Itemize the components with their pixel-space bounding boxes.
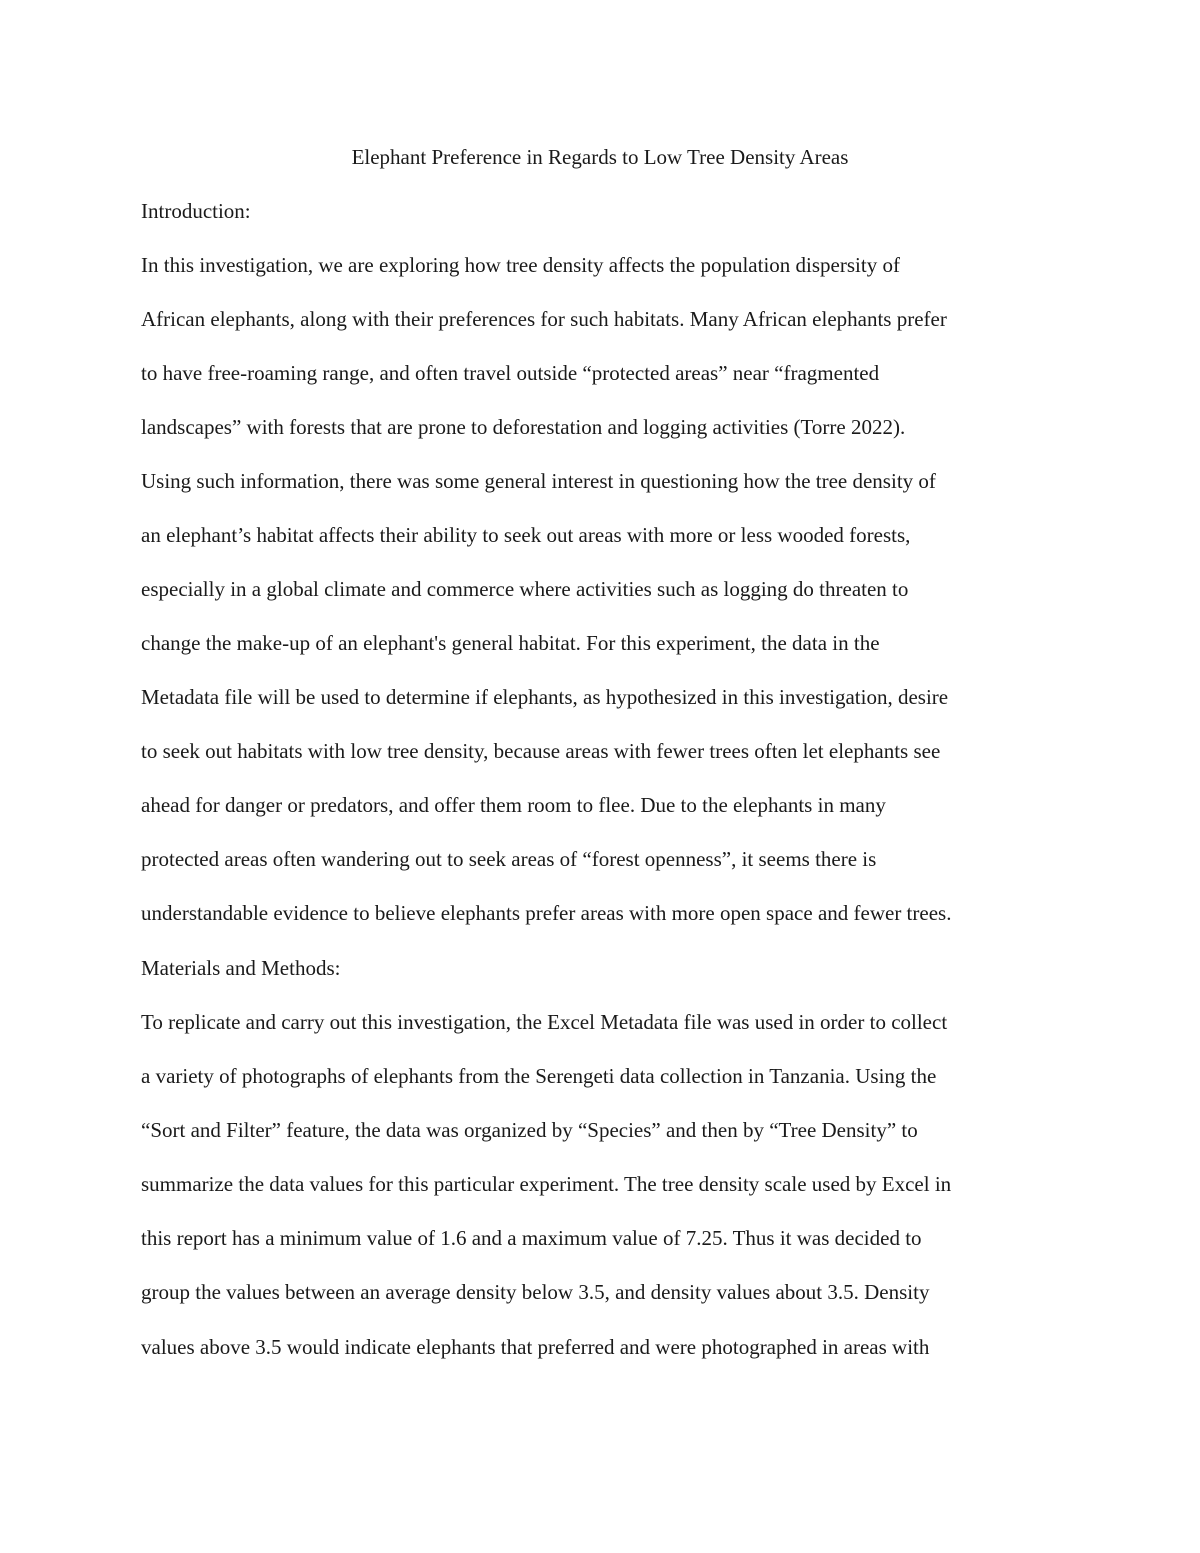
introduction-line: In this investigation, we are exploring how tree density affects the population dispersity of: [141, 253, 900, 277]
introduction-heading: Introduction:: [141, 199, 251, 223]
introduction-line: change the make-up of an elephant's general habitat. For this experiment, the data in the: [141, 631, 880, 655]
introduction-line: understandable evidence to believe elephants prefer areas with more open space and fewer trees.: [141, 901, 952, 925]
introduction-line: ahead for danger or predators, and offer them room to flee. Due to the elephants in many: [141, 793, 886, 817]
introduction-line: Using such information, there was some general interest in questioning how the tree density of: [141, 469, 936, 493]
introduction-line: an elephant’s habitat affects their ability to seek out areas with more or less wooded forests,: [141, 523, 911, 547]
introduction-line: to seek out habitats with low tree density, because areas with fewer trees often let elephants see: [141, 739, 941, 763]
methods-line: this report has a minimum value of 1.6 and a maximum value of 7.25. Thus it was decided to: [141, 1226, 922, 1250]
methods-line: a variety of photographs of elephants from the Serengeti data collection in Tanzania. Using the: [141, 1064, 937, 1088]
introduction-line: African elephants, along with their preferences for such habitats. Many African elephants prefer: [141, 307, 947, 331]
methods-line: “Sort and Filter” feature, the data was organized by “Species” and then by “Tree Density” to: [141, 1118, 918, 1142]
introduction-line: especially in a global climate and commerce where activities such as logging do threaten to: [141, 577, 909, 601]
introduction-line: landscapes” with forests that are prone to deforestation and logging activities (Torre 2022).: [141, 415, 906, 439]
introduction-line: to have free-roaming range, and often travel outside “protected areas” near “fragmented: [141, 361, 880, 385]
methods-line: values above 3.5 would indicate elephants that preferred and were photographed in areas with: [141, 1335, 930, 1359]
introduction-line: Metadata file will be used to determine if elephants, as hypothesized in this investigation, desire: [141, 685, 949, 709]
methods-line: group the values between an average density below 3.5, and density values about 3.5. Density: [141, 1280, 930, 1304]
methods-heading: Materials and Methods:: [141, 956, 341, 980]
document-title: Elephant Preference in Regards to Low Tree Density Areas: [351, 145, 849, 169]
methods-line: To replicate and carry out this investigation, the Excel Metadata file was used in order to collect: [141, 1010, 948, 1034]
methods-line: summarize the data values for this particular experiment. The tree density scale used by Excel in: [141, 1172, 952, 1196]
introduction-line: protected areas often wandering out to seek areas of “forest openness”, it seems there is: [141, 847, 877, 871]
